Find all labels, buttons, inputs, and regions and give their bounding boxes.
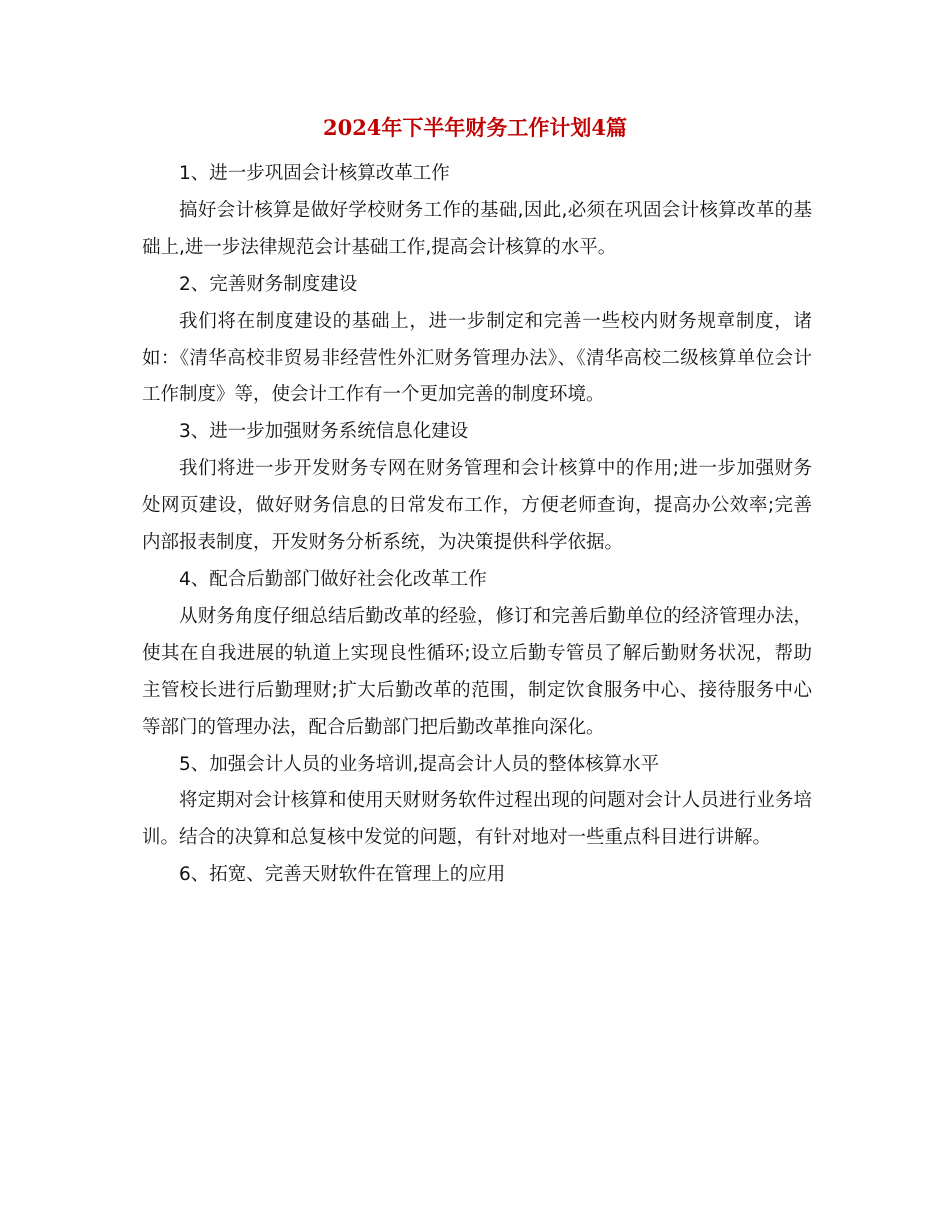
section-heading: 3、进一步加强财务系统信息化建设 — [179, 421, 469, 443]
document-body — [142, 156, 812, 894]
section-paragraph: 我们将在制度建设的基础上，进一步制定和完善一些校内财务规章制度，诸如：《清华高校非贸易非经营性外汇财务管理办法》、《清华高校二级核算单位会计工作制度》等，使会计工作有一个更加完善的制度环境。 — [142, 310, 812, 406]
document-title: 2024年下半年财务工作计划4篇 — [322, 115, 628, 140]
section-paragraph: 搞好会计核算是做好学校财务工作的基础,因此,必须在巩固会计核算改革的基础上,进一步法律规范会计基础工作,提高会计核算的水平。 — [142, 199, 812, 258]
section-heading: 5、加强会计人员的业务培训,提高会计人员的整体核算水平 — [179, 753, 660, 775]
section-paragraph: 将定期对会计核算和使用天财财务软件过程出现的问题对会计人员进行业务培训。结合的决算和总复核中发觉的问题，有针对地对一些重点科目进行讲解。 — [142, 790, 812, 849]
section-paragraph: 从财务角度仔细总结后勤改革的经验，修订和完善后勤单位的经济管理办法，使其在自我进展的轨道上实现良性循环;设立后勤专管员了解后勤财务状况，帮助主管校长进行后勤理财;扩大后勤改革的范围，制定饮食服务中心、接待服务中心等部门的管理办法，配合后勤部门把后勤改革推向深化。 — [142, 605, 812, 738]
section-heading: 6、拓宽、完善天财软件在管理上的应用 — [179, 864, 506, 886]
section-heading: 2、完善财务制度建设 — [179, 273, 358, 295]
section-heading: 4、配合后勤部门做好社会化改革工作 — [179, 568, 487, 590]
section-paragraph: 我们将进一步开发财务专网在财务管理和会计核算中的作用;进一步加强财务处网页建设，做好财务信息的日常发布工作，方便老师查询，提高办公效率;完善内部报表制度，开发财务分析系统，为决策提供科学依据。 — [142, 458, 812, 554]
section-heading: 1、进一步巩固会计核算改革工作 — [179, 163, 450, 184]
